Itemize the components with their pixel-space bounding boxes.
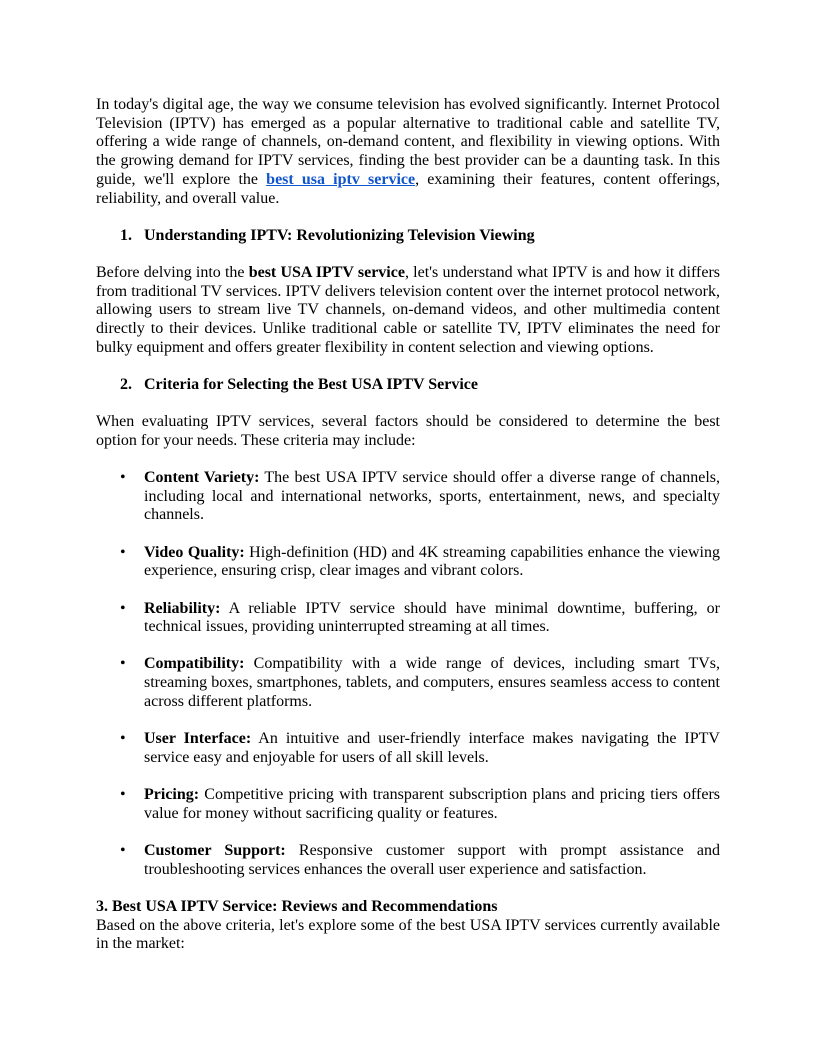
criteria-text: An intuitive and user-friendly interface makes navigating the IPTV service easy and enjoyable for users of all skill levels. [144,730,720,766]
section-1-bold-phrase: best USA IPTV service [248,263,405,281]
section-1-text-before-bold: Before delving into the [96,263,249,281]
criteria-label: User Interface: [144,730,252,748]
section-2-intro-paragraph: When evaluating IPTV services, several factors should be considered to determine the best option for your needs. These criteria may include: [96,413,720,449]
intro-text-before-link: In today's digital age, the way we consume television has evolved significantly. Internet Protocol Television (IPTV) has emerged as a popular alternative to traditional cable and satellite TV, offering a wide range of channels, on-demand content, and flexibility in viewing options. With the growing demand for IPTV services, finding the best provider can be a daunting task. In this guide, we'll explore the [96,96,720,188]
criteria-item-content-variety [144,469,720,525]
criteria-label: Reliability: [144,599,221,617]
criteria-item-user-interface [144,730,720,767]
section-2-heading-text: Criteria for Selecting the Best USA IPTV Service [144,375,479,393]
criteria-text: A reliable IPTV service should have minimal downtime, buffering, or technical issues, providing uninterrupted streaming at all times. [144,599,720,636]
criteria-label: Video Quality: [144,543,245,561]
criteria-text: Competitive pricing with transparent subscription plans and pricing tiers offers value for money without sacrificing quality or features. [144,785,720,822]
section-2-number: 2. [120,375,132,393]
section-1-number: 1. [120,226,132,244]
best-usa-iptv-service-link[interactable]: best usa iptv service [266,170,416,188]
criteria-item-video-quality [144,544,720,581]
criteria-item-pricing [144,786,720,823]
criteria-label: Customer Support: [144,841,286,859]
criteria-list [96,469,720,879]
criteria-item-compatibility [144,655,720,711]
section-1-heading [120,227,720,246]
section-1-paragraph [96,264,720,358]
criteria-item-customer-support [144,842,720,879]
criteria-label: Compatibility: [144,655,245,673]
section-1-text-after-bold: , let's understand what IPTV is and how it differs from traditional TV services. IPTV delivers television content over the internet protocol network, allowing users to stream live TV channels, on-demand videos, and other multimedia content directly to their devices. Unlike traditional cable or satellite TV, IPTV eliminates the need for bulky equipment and offers greater flexibility in content selection and viewing options. [96,263,720,356]
criteria-text: Responsive customer support with prompt assistance and troubleshooting services enhances the overall user experience and satisfaction. [144,841,720,878]
criteria-label: Content Variety: [144,469,260,487]
criteria-text: The best USA IPTV service should offer a diverse range of channels, including local and international networks, sports, entertainment, news, and specialty channels. [144,469,720,524]
intro-paragraph [96,96,720,208]
criteria-item-reliability [144,600,720,637]
section-3-heading: 3. Best USA IPTV Service: Reviews and Recommendations [96,897,498,915]
section-2-heading [120,376,720,395]
section-3-paragraph: Based on the above criteria, let's explore some of the best USA IPTV services currently available in the market: [96,916,720,953]
criteria-text: High-definition (HD) and 4K streaming capabilities enhance the viewing experience, ensuring crisp, clear images and vibrant colors. [144,543,721,580]
intro-text-after-link: , examining their features, content offerings, reliability, and overall value. [96,170,720,207]
criteria-label: Pricing: [144,785,200,803]
criteria-text: Compatibility with a wide range of devices, including smart TVs, streaming boxes, smartphones, tablets, and computers, ensures seamless access to content across different platforms. [144,655,720,710]
section-1-heading-text: Understanding IPTV: Revolutionizing Television Viewing [144,226,535,244]
